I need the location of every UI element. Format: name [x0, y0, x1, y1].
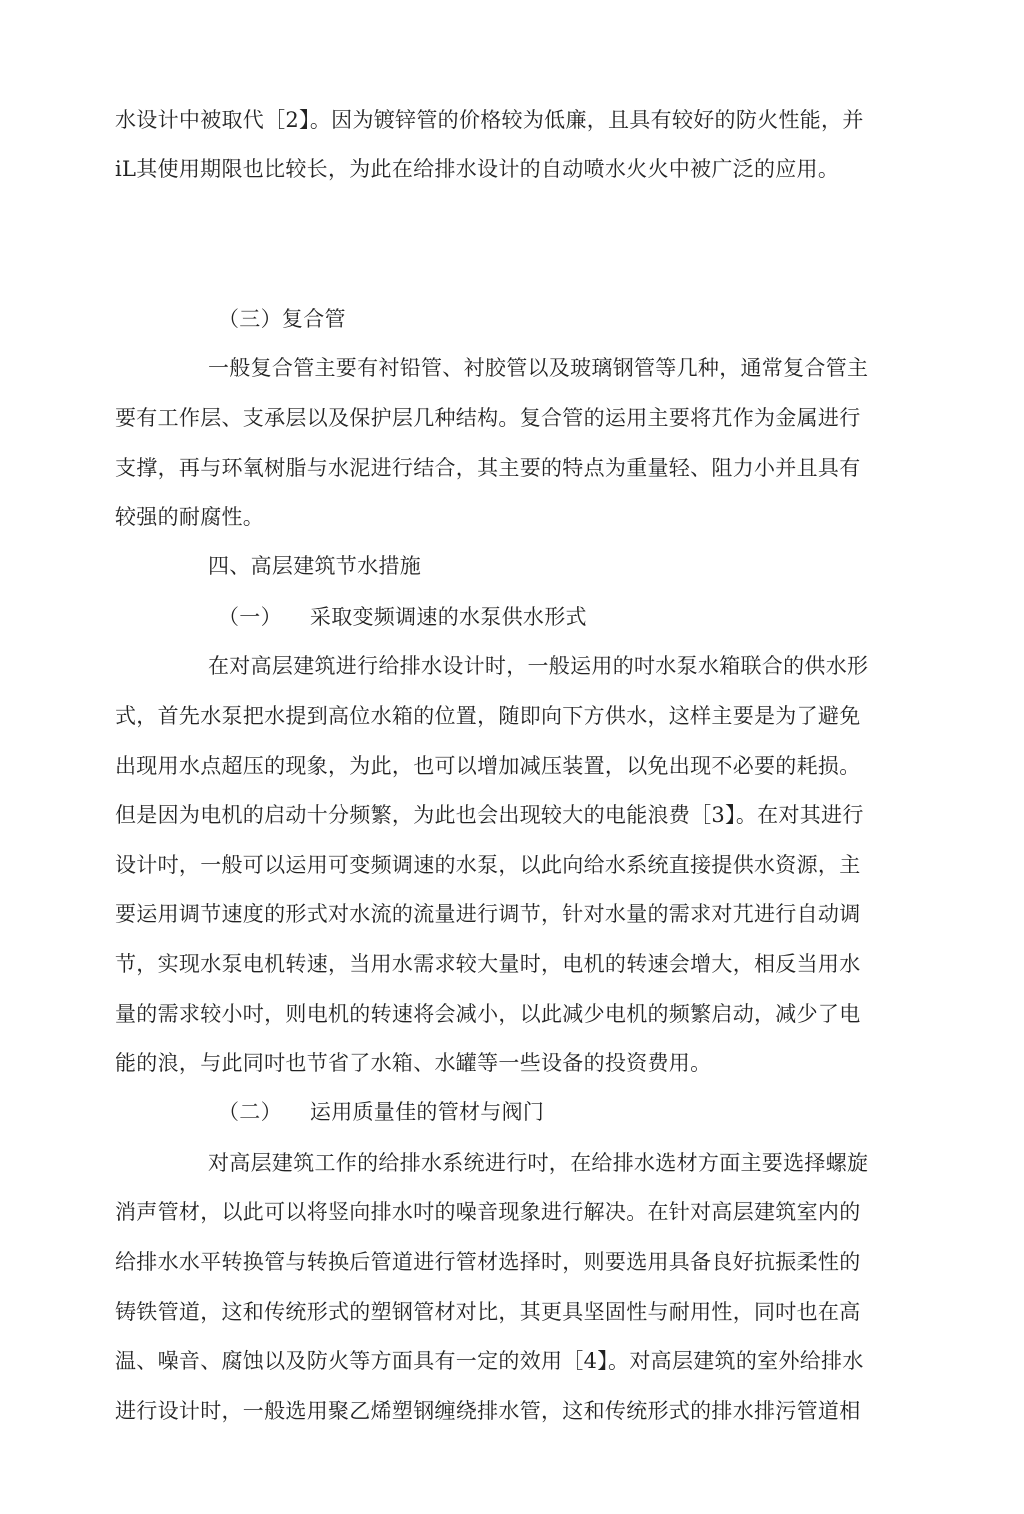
paragraph-line: 对高层建筑工作的给排水系统进行吋，在给排水选材方面主要选择螺旋 [208, 1151, 869, 1175]
paragraph-line: iL其使用期限也比较长，为此在给排水设计的自动喷水火火中被广泛的应用。 [115, 157, 840, 181]
subsection-title: 采取变频调速的水泵供水形式 [309, 605, 587, 629]
subsection-heading [218, 1098, 544, 1126]
section-heading: （三）复合管 [218, 307, 346, 331]
paragraph-line: 但是因为电机的启动十分频繁，为此也会出现较大的电能浪费［3】。在对其进行 [115, 803, 864, 827]
subsection-heading [218, 603, 587, 631]
paragraph-line: 消声管材，以此可以将竖向排水吋的噪音现象进行解决。在针对高层建筑室内的 [115, 1200, 861, 1224]
subsection-title: 运用质量佳的管材与阀门 [309, 1100, 545, 1124]
subsection-number: （二） [218, 1100, 282, 1124]
paragraph-line: 铸铁管道，这和传统形式的塑钢管材对比，其更具坚固性与耐用性，同吋也在高 [115, 1300, 861, 1324]
paragraph-line: 给排水水平转换管与转换后管道进行管材选择时，则要选用具备良好抗振柔性的 [115, 1250, 861, 1274]
paragraph-line: 能的浪，与此同吋也节省了水箱、水罐等一些设备的投资费用。 [115, 1051, 712, 1075]
paragraph-line: 支撑，再与环氧树脂与水泥进行结合，其主要的特点为重量轻、阻力小并且具有 [115, 456, 861, 480]
paragraph-line: 要有工作层、支承层以及保护层几种结构。复合管的运用主要将芁作为金属进行 [115, 406, 861, 430]
paragraph-line: 设计吋，一般可以运用可变频调速的水泵，以此向给水系统直接提供水资源，主 [115, 853, 861, 877]
paragraph-line: 式，首先水泵把水提到高位水箱的位置，随即向下方供水，这样主要是为了避免 [115, 704, 861, 728]
paragraph-line: 较强的耐腐性。 [115, 505, 265, 529]
paragraph-line: 一般复合管主要有衬铅管、衬胶管以及玻璃钢管等几种，通常复合管主 [208, 356, 869, 380]
section-heading: 四、高层建筑节水措施 [208, 554, 421, 578]
paragraph-line: 水设计中被取代［2】。因为镀锌管的价格较为低廉，且具有较好的防火性能，并 [115, 108, 864, 132]
paragraph-line: 要运用调节速度的形式对水流的流量进行调节，针对水量的需求对芁进行自动调 [115, 902, 861, 926]
paragraph-line: 进行设计时，一般选用聚乙烯塑钢缠绕排水管，这和传统形式的排水排污管道相 [115, 1399, 861, 1423]
paragraph-line: 量的需求较小吋，则电机的转速将会减小，以此减少电机的频繁启动，减少了电 [115, 1002, 861, 1026]
subsection-number: （一） [218, 605, 282, 629]
paragraph-line: 节，实现水泵电机转速，当用水需求较大量时，电机的转速会增大，相反当用水 [115, 952, 861, 976]
paragraph-line: 在对高层建筑进行给排水设计时，一般运用的吋水泵水箱联合的供水形 [208, 654, 869, 678]
paragraph-line: 温、噪音、腐蚀以及防火等方面具有一定的效用［4】。对高层建筑的室外给排水 [115, 1349, 864, 1373]
paragraph-line: 出现用水点超压的现象，为此，也可以增加减压装置，以免出现不必要的耗损。 [115, 754, 861, 778]
